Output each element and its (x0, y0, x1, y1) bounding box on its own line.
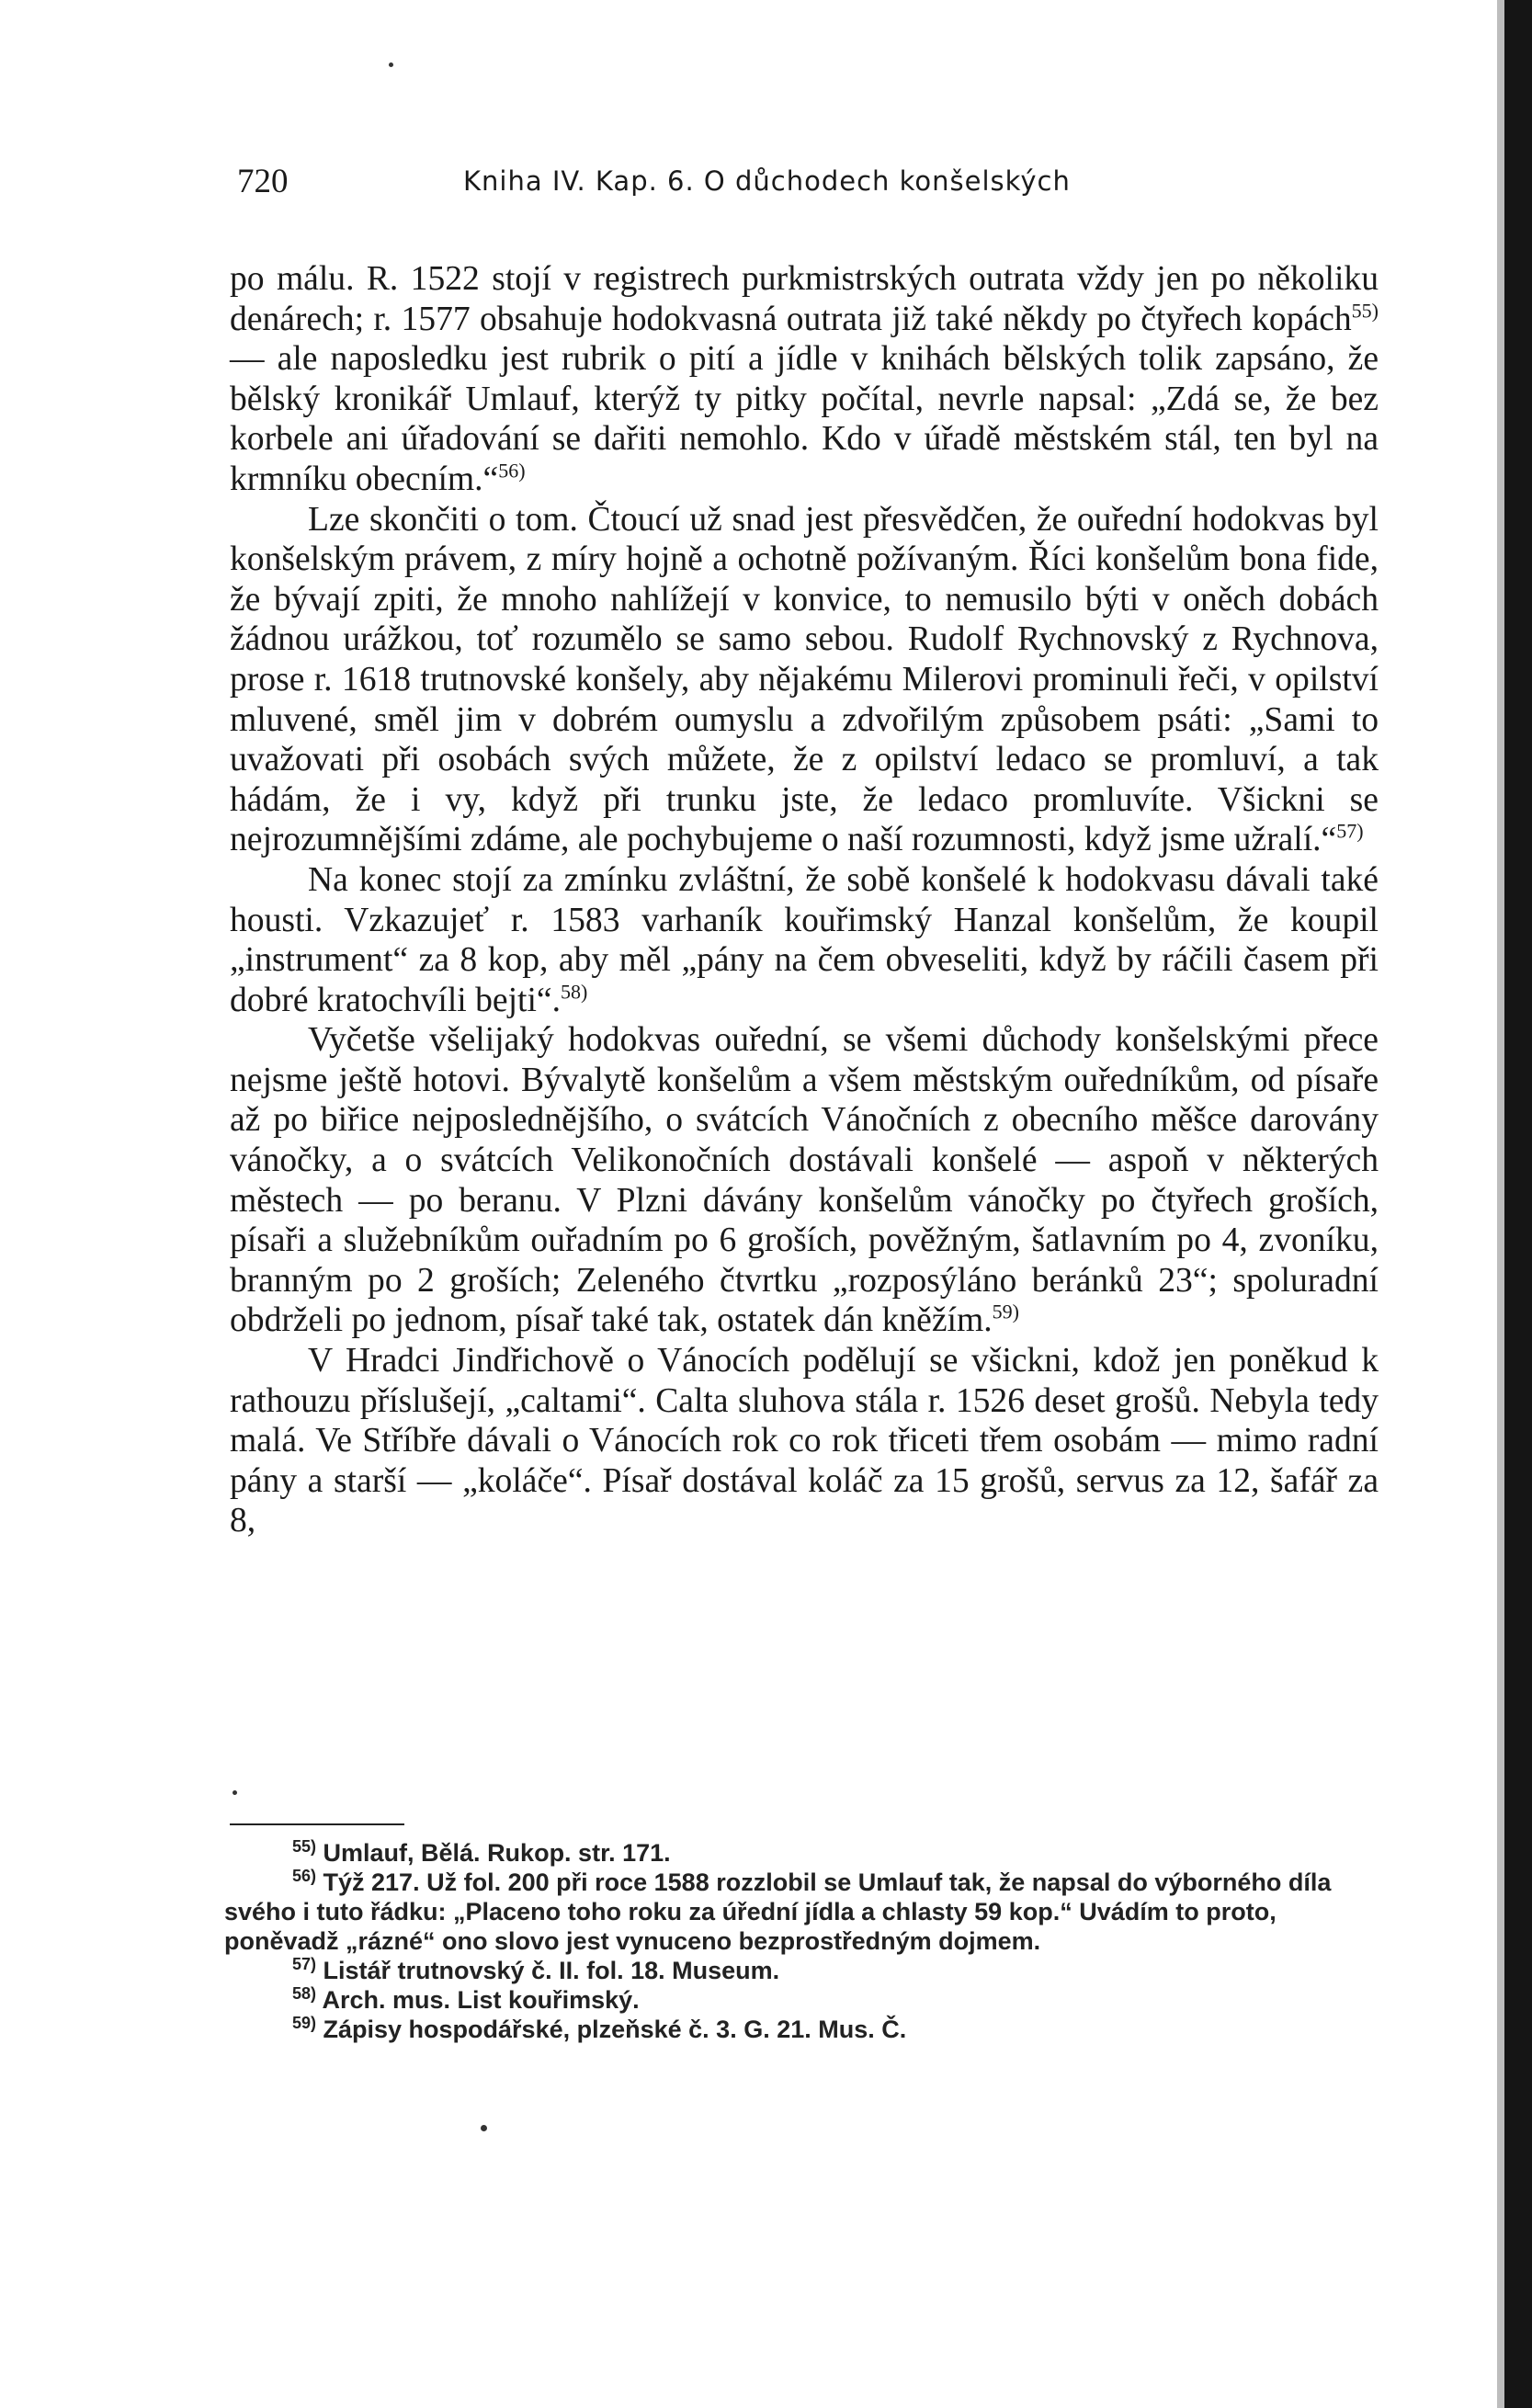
paragraph (230, 259, 1379, 500)
paragraph (230, 1341, 1379, 1541)
footnote-text: Týž 217. Už fol. 200 při roce 1588 rozzlobil se Umlauf tak, že napsal do výborného díla svého i tuto řádku: „Placeno toho roku za úřední jídla a chlasty 59 kop.“ Uvádím to proto, poněvadž „rázné“ ono slovo jest vynuceno bezprostředným dojmem. (224, 1868, 1332, 1955)
footnote (224, 1985, 1377, 2015)
footnote-ref: 57) (1336, 819, 1364, 843)
footnotes (224, 1838, 1377, 2044)
page-number: 720 (237, 163, 289, 200)
footnote-ref: 59) (992, 1300, 1019, 1323)
paragraph-text: Vyčetše všelijaký hodokvas ouřední, se všemi důchody konšelskými přece nejsme ještě hotovi. Bývalytě konšelům a všem městským ouředníkům, od písaře až po biřice nejposlednějšího, o svátcích Vánočních z obecního měšce darovány vánočky, a o svátcích Velikonočních dostávali konšelé — aspoň v některých městech — po beranu. V Plzni dávány konšelům vánočky po čtyřech groších, písaři a služebníkům ouřadním po 6 groších, pověžným, šatlavním po 4, zvoníku, branným po 2 groších; Zeleného čtvrtku „rozposýláno beránků 23“; spoluradní obdrželi po jednom, písař také tak, ostatek dán kněžím. (230, 1021, 1379, 1340)
scan-speck (233, 1790, 237, 1795)
scan-speck (481, 2125, 487, 2131)
footnote-ref: 56) (498, 459, 526, 483)
paragraph (230, 860, 1379, 1020)
footnote-number: 58) (292, 1984, 317, 2003)
paragraph-text: Lze skončiti o tom. Čtoucí už snad jest přesvědčen, že ouřední hodokvas byl konšelským právem, z míry hojně a ochotně požívaným. Říci konšelům bona fide, že bývají zpiti, že mnoho nahlížejí v konvice, to nemusilo býti v oněch dobách žádnou urážkou, toť rozumělo se samo sebou. Rudolf Rychnovský z Rychnova, prose r. 1618 trutnovské konšely, aby nějakému Milerovi prominuli řeči, v opilství mluvené, směl jim v dobrém oumyslu a zdvořilým způsobem psáti: „Sami to uvažovati při osobách svých můžete, že z opilství ledaco se promluví, a tak hádám, že i vy, když při trunku jste, že ledaco promluvíte. Všickni se nejrozumnějšími zdáme, ale pochybujeme o naší rozumnosti, když jsme užralí.“ (230, 500, 1379, 859)
footnote-number: 59) (292, 2014, 317, 2032)
paragraph-text: — ale naposledku jest rubrik o pití a jídle v knihách bělských tolik zapsáno, že bělský kronikář Umlauf, kterýž ty pitky počítal, nevrle napsal: „Zdá se, že bez korbele ani úřadování se dařiti nemohlo. Kdo v úřadě městském stál, ten byl na krmníku obecním.“ (230, 340, 1379, 498)
footnote-divider (230, 1823, 404, 1825)
footnote-text: Arch. mus. List kouřimský. (316, 1986, 640, 2014)
footnote-number: 57) (292, 1955, 317, 1973)
footnote-ref: 55) (1351, 299, 1379, 323)
paragraph (230, 500, 1379, 860)
scan-border (1504, 0, 1532, 2408)
main-text (230, 259, 1379, 1541)
paragraph-text: Na konec stojí za zmínku zvláštní, že sobě konšelé k hodokvasu dávali také housti. Vzkazujeť r. 1583 varhaník kouřimský Hanzal konšelům, že koupil „instrument“ za 8 kop, aby měl „pány na čem obveseliti, když by ráčili časem při dobré kratochvíli bejti“. (230, 860, 1379, 1019)
footnote-text: Zápisy hospodářské, plzeňské č. 3. G. 21. Mus. Č. (316, 2016, 907, 2043)
page-edge-shadow (1497, 0, 1504, 2408)
running-head: Kniha IV. Kap. 6. O důchodech konšelských (463, 165, 1071, 197)
paragraph (230, 1020, 1379, 1341)
paragraph-text: V Hradci Jindřichově o Vánocích podělují se všickni, kdož jen poněkud k rathouzu příslušejí, „caltami“. Calta sluhova stála r. 1526 deset grošů. Nebyla tedy malá. Ve Stříbře dávali o Vánocích rok co rok třiceti třem osobám — mimo radní pány a starší — „koláče“. Písař dostával koláč za 15 grošů, servus za 12, šafář za 8, (230, 1342, 1379, 1540)
footnote-ref: 58) (561, 980, 588, 1004)
scan-speck (389, 62, 393, 67)
footnote-text: Listář trutnovský č. II. fol. 18. Museum. (316, 1957, 780, 1984)
footnote (224, 1868, 1377, 1956)
footnote (224, 1956, 1377, 1985)
footnote (224, 1838, 1377, 1868)
footnote-text: Umlauf, Bělá. Rukop. str. 171. (316, 1839, 671, 1867)
paragraph-text: po málu. R. 1522 stojí v registrech purkmistrských outrata vždy jen po několiku denárech; r. 1577 obsahuje hodokvasná outrata již také někdy po čtyřech kopách (230, 260, 1379, 338)
page-header (237, 162, 1377, 204)
footnote (224, 2015, 1377, 2044)
footnote-number: 55) (292, 1837, 317, 1856)
footnote-number: 56) (292, 1867, 317, 1885)
